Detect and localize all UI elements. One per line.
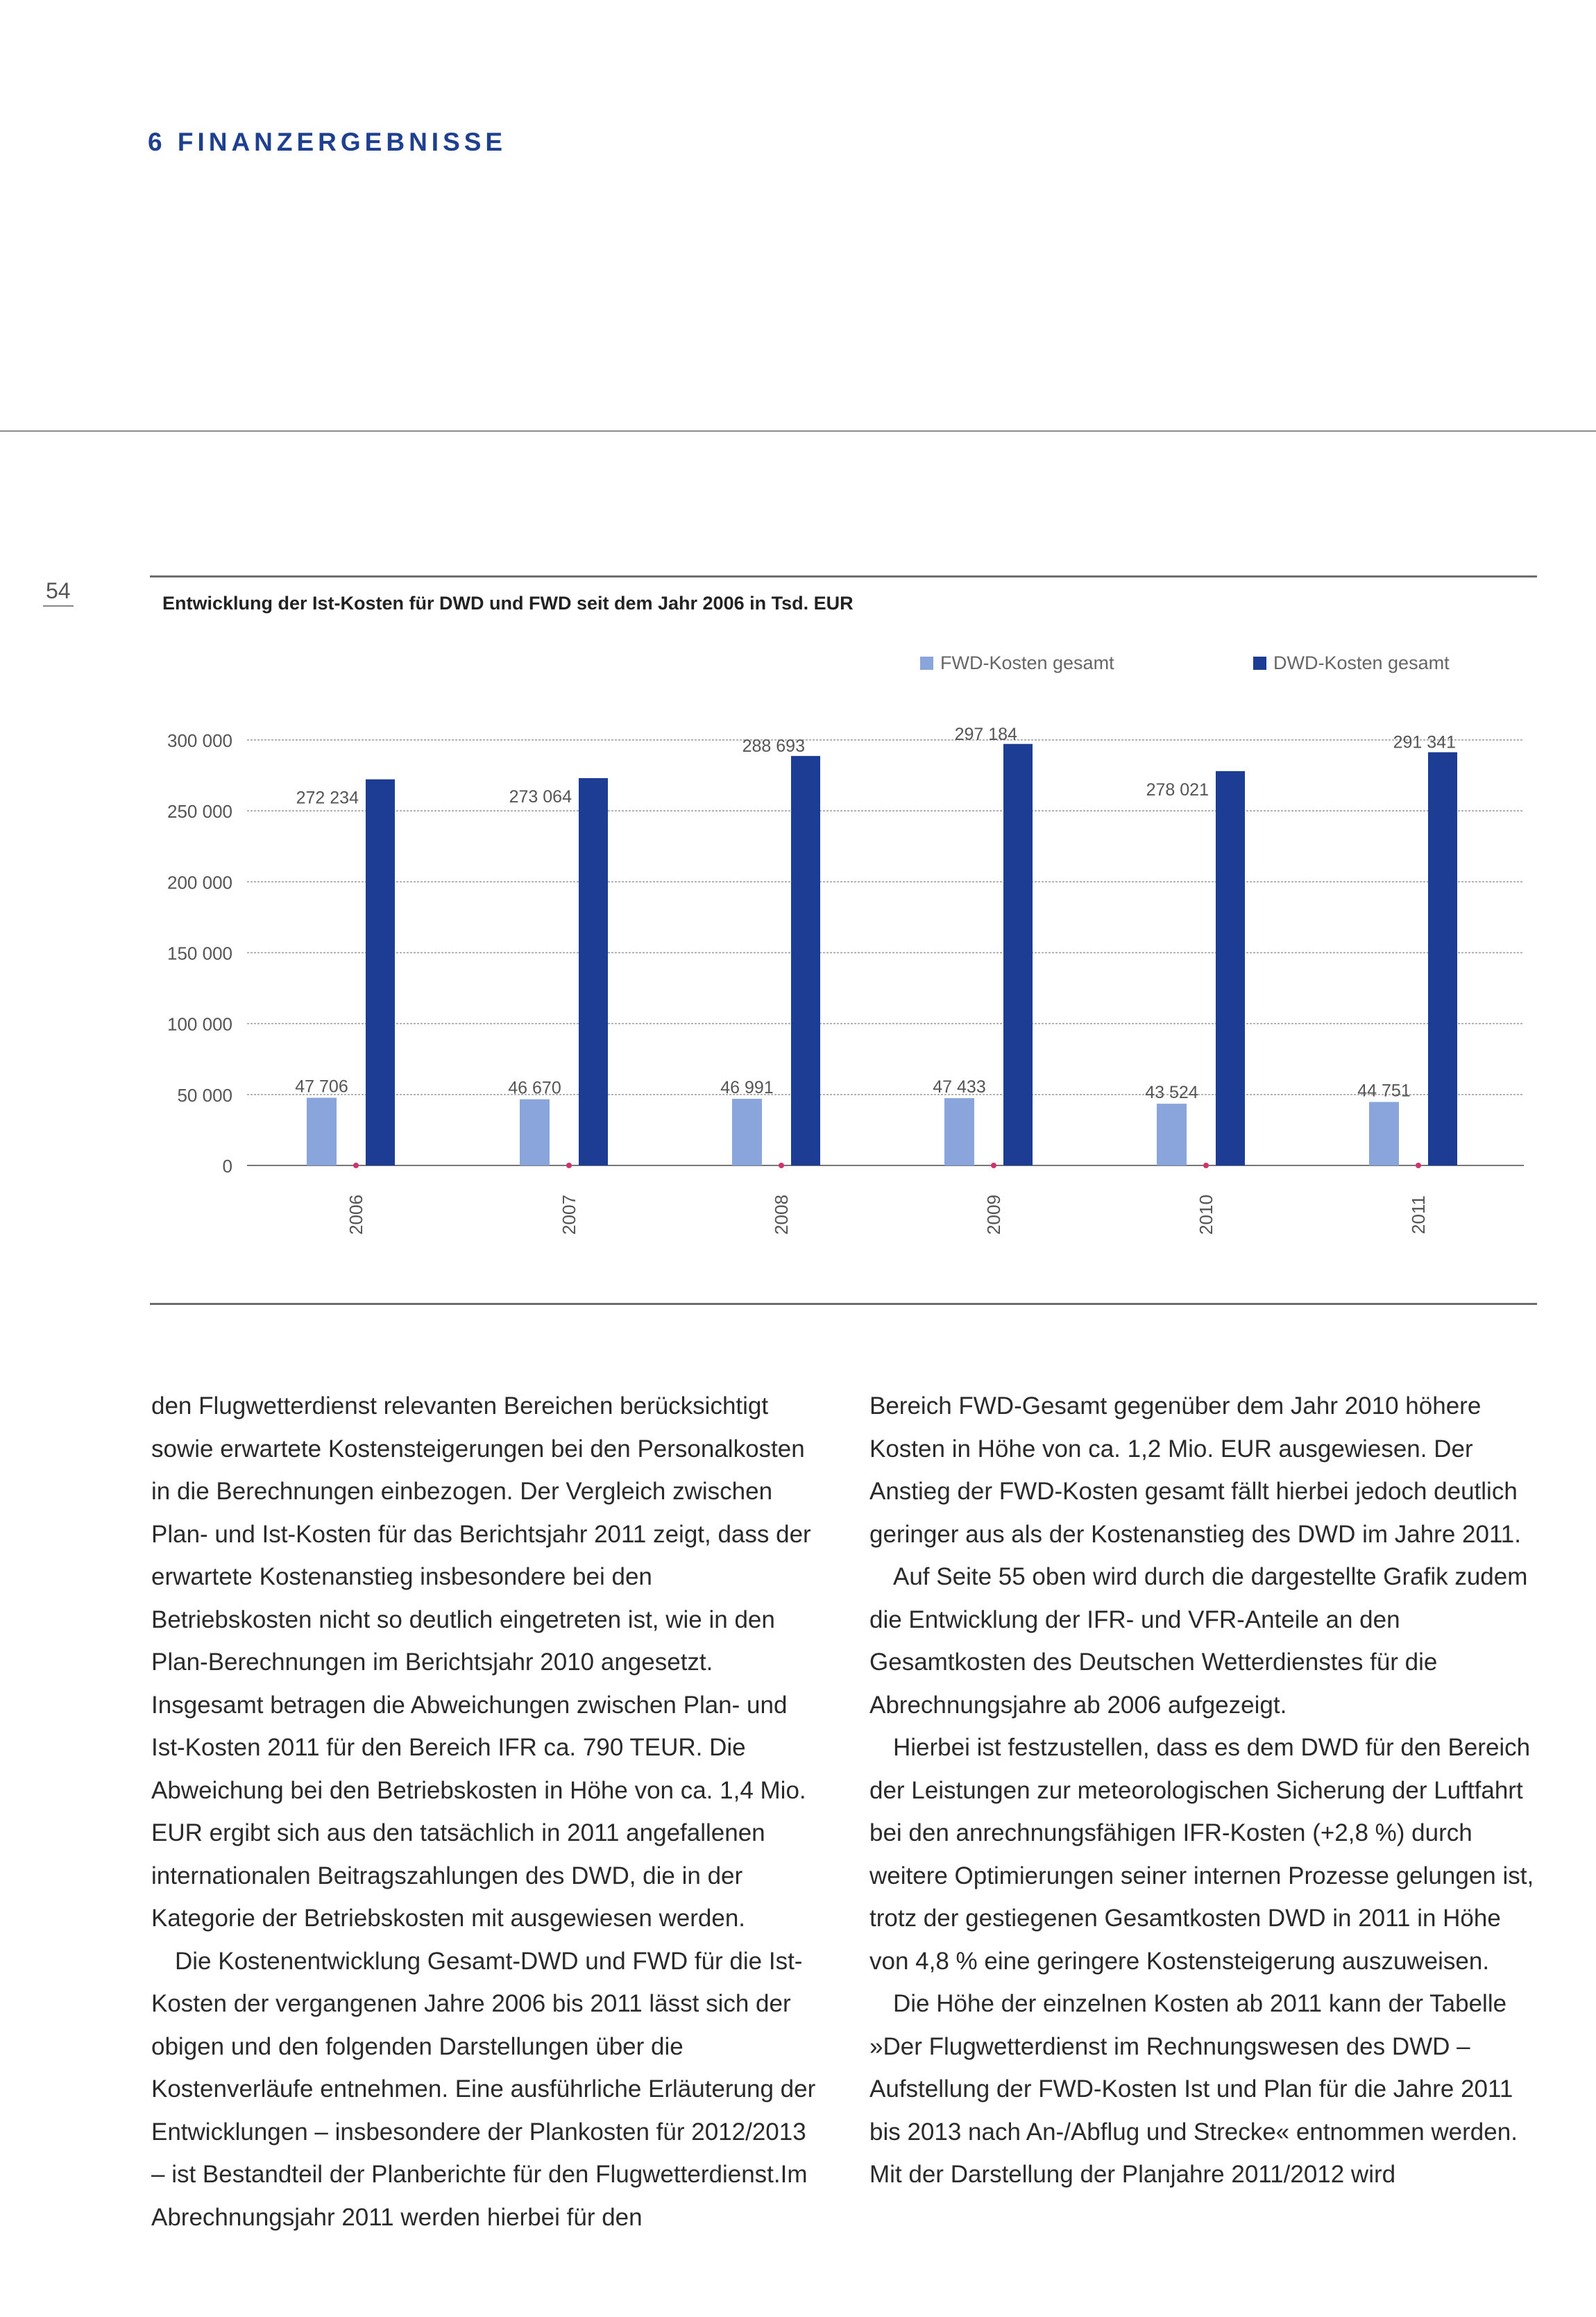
y-tick-label: 300 000: [167, 730, 232, 751]
dwd-value-label: 272 234: [296, 788, 359, 808]
category-marker: [353, 1163, 359, 1168]
chart-title: Entwicklung der Ist-Kosten für DWD und FWD seit dem Jahr 2006 in Tsd. EUR: [162, 593, 854, 614]
dwd-value-label: 297 184: [954, 724, 1017, 744]
x-tick-label: 2008: [771, 1195, 792, 1235]
category-marker: [991, 1163, 996, 1168]
y-tick-label: 50 000: [177, 1084, 232, 1106]
x-tick-label: 2010: [1196, 1195, 1216, 1235]
category-marker: [779, 1163, 784, 1168]
y-tick-label: 200 000: [167, 872, 232, 893]
y-tick-label: 150 000: [167, 943, 232, 964]
fwd-bar: [1157, 1104, 1187, 1165]
fwd-bar: [732, 1099, 762, 1165]
fwd-value-label: 46 670: [508, 1078, 561, 1098]
legend-fwd-label: FWD-Kosten gesamt: [940, 652, 1114, 673]
category-marker: [566, 1163, 572, 1168]
dwd-value-label: 288 693: [742, 736, 805, 757]
fwd-bar: [1369, 1102, 1399, 1165]
dwd-bar: [1003, 744, 1033, 1165]
legend-dwd: [1253, 652, 1450, 674]
x-tick-label: 2007: [559, 1195, 579, 1235]
fwd-bar: [944, 1098, 974, 1165]
page-number: 54: [43, 578, 74, 607]
chart-bottom-rule: [150, 1303, 1537, 1305]
dwd-bar: [1428, 752, 1457, 1165]
dwd-bar: [1216, 771, 1245, 1165]
x-tick-label: 2009: [983, 1195, 1004, 1235]
legend-dwd-swatch: [1253, 657, 1266, 670]
y-tick-label: 0: [222, 1156, 232, 1177]
legend-dwd-label: DWD-Kosten gesamt: [1273, 652, 1450, 673]
paragraph: Bereich FWD-Gesamt gegenüber dem Jahr 2010 höhere Kosten in Höhe von ca. 1,2 Mio. EUR ausgewiesen. Der Anstieg der FWD-Kosten gesamt fällt hierbei jedoch deutlich geringer aus als der Kostenanstieg des DWD im Jahre 2011.: [869, 1392, 1522, 1548]
dwd-bar: [791, 756, 820, 1165]
dwd-value-label: 278 021: [1146, 780, 1209, 800]
legend-fwd-swatch: [920, 657, 933, 670]
dwd-bar: [579, 778, 608, 1165]
dwd-value-label: 291 341: [1393, 732, 1456, 752]
chart-top-rule: [150, 575, 1537, 578]
legend-fwd: [920, 652, 1114, 674]
fwd-value-label: 43 524: [1145, 1083, 1198, 1103]
y-tick-label: 250 000: [167, 801, 232, 823]
fwd-value-label: 44 751: [1357, 1081, 1411, 1101]
y-tick-label: 100 000: [167, 1013, 232, 1035]
x-tick-label: 2011: [1408, 1195, 1429, 1234]
x-tick-label: 2006: [346, 1195, 366, 1235]
category-marker: [1203, 1163, 1209, 1168]
category-marker: [1416, 1163, 1421, 1168]
top-divider: [0, 430, 1596, 432]
paragraph: Hierbei ist festzustellen, dass es dem DWD für den Bereich der Leistungen zur meteorologischen Sicherung der Luftfahrt bei den anrechnungsfähigen IFR-Kosten (+2,8 %) durch weitere Optimierungen seiner internen Prozesse gelungen ist, trotz der gestiegenen Gesamtkosten DWD in 2011 in Höhe von 4,8 % eine geringere Kostensteigerung auszuweisen.: [869, 1734, 1534, 1975]
fwd-value-label: 47 433: [933, 1077, 986, 1097]
text-column-left: [151, 1385, 817, 2239]
section-heading: 6 FINANZERGEBNISSE: [148, 128, 507, 156]
text-column-right: [869, 1385, 1536, 2196]
paragraph: Die Höhe der einzelnen Kosten ab 2011 kann der Tabelle »Der Flugwetterdienst im Rechnungswesen des DWD – Aufstellung der FWD-Kosten Ist und Plan für die Jahre 2011 bis 2013 nach An-/Abflug und Strecke« entnommen werden. Mit der Darstellung der Planjahre 2011/2012 wird: [869, 1990, 1518, 2188]
paragraph: Auf Seite 55 oben wird durch die dargestellte Grafik zudem die Entwicklung der IFR- und VFR-Anteile an den Gesamtkosten des Deutschen Wetterdienstes für die Abrechnungsjahre ab 2006 aufgezeigt.: [869, 1563, 1528, 1719]
dwd-value-label: 273 064: [509, 787, 572, 807]
dwd-bar: [366, 780, 395, 1165]
fwd-bar: [520, 1099, 550, 1165]
fwd-value-label: 46 991: [720, 1077, 774, 1097]
fwd-value-label: 47 706: [295, 1077, 348, 1097]
paragraph: den Flugwetterdienst relevanten Bereichen berücksichtigt sowie erwartete Kostensteigerungen bei den Personalkosten in die Berechnungen einbezogen. Der Vergleich zwischen Plan- und Ist-Kosten für das Berichtsjahr 2011 zeigt, dass der erwartete Kostenanstieg insbesondere bei den Betriebskosten nicht so deutlich eingetreten ist, wie in den Plan-Berechnungen im Berichtsjahr 2010 angesetzt. Insgesamt betragen die Abweichungen zwischen Plan- und Ist-Kosten 2011 für den Bereich IFR ca. 790 TEUR. Die Abweichung bei den Betriebskosten in Höhe von ca. 1,4 Mio. EUR ergibt sich aus den tatsächlich in 2011 angefallenen internationalen Beitragszahlungen des DWD, die in der Kategorie der Betriebskosten mit ausgewiesen werden.: [151, 1392, 811, 1932]
paragraph: Die Kostenentwicklung Gesamt-DWD und FWD für die Ist-Kosten der vergangenen Jahre 2006 bis 2011 lässt sich der obigen und den folgenden Darstellungen über die Kostenverläufe entnehmen. Eine ausführliche Erläuterung der Entwicklungen – insbesondere der Plankosten für 2012/2013 – ist Bestandteil der Planberichte für den Flugwetterdienst.Im Abrechnungsjahr 2011 werden hierbei für den: [151, 1947, 816, 2231]
fwd-bar: [307, 1098, 337, 1165]
